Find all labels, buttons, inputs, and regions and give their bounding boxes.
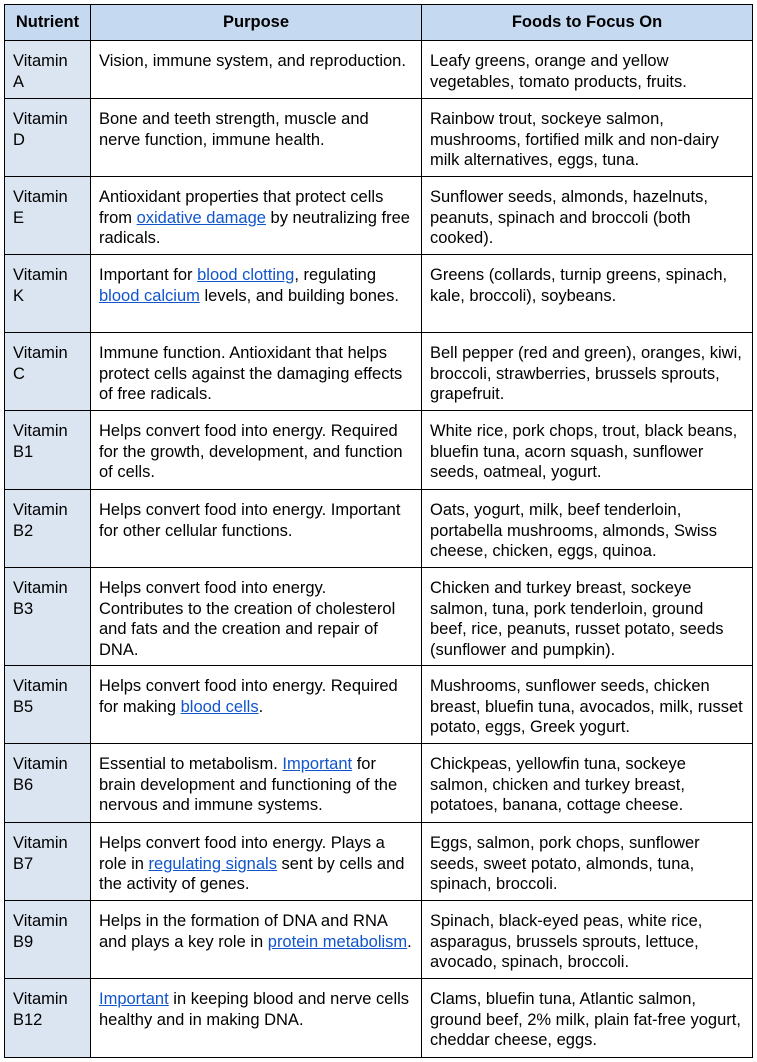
nutrient-label: Vitamin [13, 912, 68, 930]
nutrient-code: K [13, 286, 25, 305]
nutrient-cell [5, 744, 91, 823]
header-foods: Foods to Focus On [422, 5, 753, 41]
table-row [5, 99, 753, 177]
nutrient-cell [5, 568, 91, 666]
purpose-text: . [258, 697, 264, 716]
table-row [5, 979, 753, 1058]
table-row [5, 255, 753, 333]
purpose-text: levels, and building bones. [199, 286, 399, 305]
foods-cell: Rainbow trout, sockeye salmon, mushrooms, fortified milk and non-dairy milk alternatives, eggs, tuna. [422, 99, 753, 177]
purpose-cell [91, 823, 422, 901]
foods-cell: Bell pepper (red and green), oranges, kiwi, broccoli, strawberries, brussels sprouts, grapefruit. [422, 333, 753, 411]
nutrient-code: B1 [13, 442, 34, 461]
nutrient-code: E [13, 208, 25, 227]
purpose-link[interactable]: protein metabolism [267, 932, 408, 951]
nutrient-label: Vitamin [13, 834, 68, 852]
purpose-link[interactable]: blood cells [180, 697, 259, 716]
nutrient-code: B9 [13, 932, 34, 951]
nutrient-label: Vitamin [13, 52, 68, 70]
nutrient-code: D [13, 130, 25, 149]
foods-cell: Sunflower seeds, almonds, hazelnuts, peanuts, spinach and broccoli (both cooked). [422, 177, 753, 255]
table-row [5, 411, 753, 490]
purpose-cell [91, 99, 422, 177]
purpose-cell [91, 41, 422, 99]
purpose-text: Antioxidant properties that protect cells from [99, 188, 384, 227]
nutrient-cell [5, 177, 91, 255]
purpose-text: Bone and teeth strength, muscle and nerve function, immune health. [99, 110, 369, 149]
foods-cell: Mushrooms, sunflower seeds, chicken breast, bluefin tuna, avocados, milk, russet potato, eggs, Greek yogurt. [422, 666, 753, 744]
nutrient-label: Vitamin [13, 110, 68, 128]
nutrient-cell [5, 41, 91, 99]
purpose-text: Helps convert food into energy. Required for making [99, 677, 398, 716]
nutrient-label: Vitamin [13, 188, 68, 206]
nutrient-code: B12 [13, 1010, 43, 1029]
nutrient-cell [5, 255, 91, 333]
table-body [5, 41, 753, 1058]
nutrient-cell [5, 411, 91, 490]
purpose-cell [91, 255, 422, 333]
purpose-cell [91, 177, 422, 255]
foods-cell: Chicken and turkey breast, sockeye salmon, tuna, pork tenderloin, ground beef, rice, peanuts, russet potato, seeds (sunflower and pumpkin). [422, 568, 753, 666]
foods-cell: Eggs, salmon, pork chops, sunflower seeds, sweet potato, almonds, tuna, spinach, broccoli. [422, 823, 753, 901]
purpose-cell [91, 744, 422, 823]
nutrient-cell [5, 979, 91, 1058]
nutrient-label: Vitamin [13, 266, 68, 284]
purpose-text: Immune function. Antioxidant that helps protect cells against the damaging effects of free radicals. [99, 344, 403, 403]
purpose-link[interactable]: Important [99, 990, 169, 1008]
purpose-link[interactable]: blood calcium [99, 286, 200, 305]
table-row [5, 901, 753, 979]
table-row [5, 823, 753, 901]
nutrient-label: Vitamin [13, 344, 68, 362]
purpose-cell [91, 411, 422, 490]
nutrient-label: Vitamin [13, 422, 68, 440]
foods-cell: Spinach, black-eyed peas, white rice, asparagus, brussels sprouts, lettuce, avocado, spinach, broccoli. [422, 901, 753, 979]
purpose-link[interactable]: Important [282, 755, 353, 773]
nutrient-code: B5 [13, 697, 34, 716]
purpose-text: Helps convert food into energy. Plays a role in [99, 834, 385, 873]
table-row [5, 333, 753, 411]
purpose-text: Helps convert food into energy. Important for other cellular functions. [99, 501, 401, 540]
foods-cell: Leafy greens, orange and yellow vegetables, tomato products, fruits. [422, 41, 753, 99]
nutrient-label: Vitamin [13, 755, 68, 773]
purpose-link[interactable]: blood clotting [197, 266, 295, 284]
nutrient-cell [5, 333, 91, 411]
purpose-text: , regulating [294, 266, 377, 284]
nutrient-code: A [13, 72, 25, 91]
purpose-text: by neutralizing free radicals. [99, 208, 410, 247]
foods-cell: Clams, bluefin tuna, Atlantic salmon, ground beef, 2% milk, plain fat-free yogurt, cheddar cheese, eggs. [422, 979, 753, 1058]
table-row [5, 666, 753, 744]
purpose-cell [91, 568, 422, 666]
table-row [5, 568, 753, 666]
table-row [5, 41, 753, 99]
foods-cell: Greens (collards, turnip greens, spinach, kale, broccoli), soybeans. [422, 255, 753, 333]
purpose-text: Helps convert food into energy. Required for the growth, development, and function of cells. [99, 422, 403, 481]
nutrient-cell [5, 823, 91, 901]
purpose-text: Vision, immune system, and reproduction. [99, 52, 406, 70]
purpose-text: for brain development and functioning of the nervous and immune systems. [99, 755, 398, 814]
nutrient-code: B6 [13, 775, 34, 794]
purpose-link[interactable]: oxidative damage [136, 208, 266, 227]
foods-cell: Chickpeas, yellowfin tuna, sockeye salmon, chicken and turkey breast, potatoes, banana, cottage cheese. [422, 744, 753, 823]
header-nutrient: Nutrient [5, 5, 91, 41]
nutrient-code: B7 [13, 854, 34, 873]
purpose-text: Important for [99, 266, 198, 284]
nutrient-cell [5, 901, 91, 979]
nutrient-cell [5, 99, 91, 177]
purpose-cell [91, 901, 422, 979]
header-row [5, 5, 753, 41]
nutrient-code: C [13, 364, 25, 383]
purpose-link[interactable]: regulating signals [148, 854, 277, 873]
table-row [5, 490, 753, 568]
purpose-cell [91, 490, 422, 568]
purpose-cell [91, 333, 422, 411]
nutrient-label: Vitamin [13, 990, 68, 1008]
nutrient-label: Vitamin [13, 677, 68, 695]
nutrient-cell [5, 490, 91, 568]
nutrient-code: B2 [13, 521, 34, 540]
purpose-text: Helps in the formation of DNA and RNA and plays a key role in [99, 912, 387, 951]
purpose-text: . [407, 932, 412, 951]
nutrient-table [4, 4, 753, 1058]
header-purpose: Purpose [91, 5, 422, 41]
purpose-text: in keeping blood and nerve cells healthy and in making DNA. [99, 990, 410, 1029]
nutrient-label: Vitamin [13, 501, 68, 519]
purpose-text: Helps convert food into energy. Contributes to the creation of cholesterol and fats and the creation and repair of DNA. [99, 579, 396, 659]
table-row [5, 744, 753, 823]
foods-cell: Oats, yogurt, milk, beef tenderloin, portabella mushrooms, almonds, Swiss cheese, chicken, eggs, quinoa. [422, 490, 753, 568]
nutrient-cell [5, 666, 91, 744]
nutrient-code: B3 [13, 599, 34, 618]
purpose-text: Essential to metabolism. [99, 755, 283, 773]
foods-cell: White rice, pork chops, trout, black beans, bluefin tuna, acorn squash, sunflower seeds, oatmeal, yogurt. [422, 411, 753, 490]
table-row [5, 177, 753, 255]
nutrient-label: Vitamin [13, 579, 68, 597]
purpose-text: sent by cells and the activity of genes. [99, 854, 405, 893]
purpose-cell [91, 666, 422, 744]
purpose-cell [91, 979, 422, 1058]
